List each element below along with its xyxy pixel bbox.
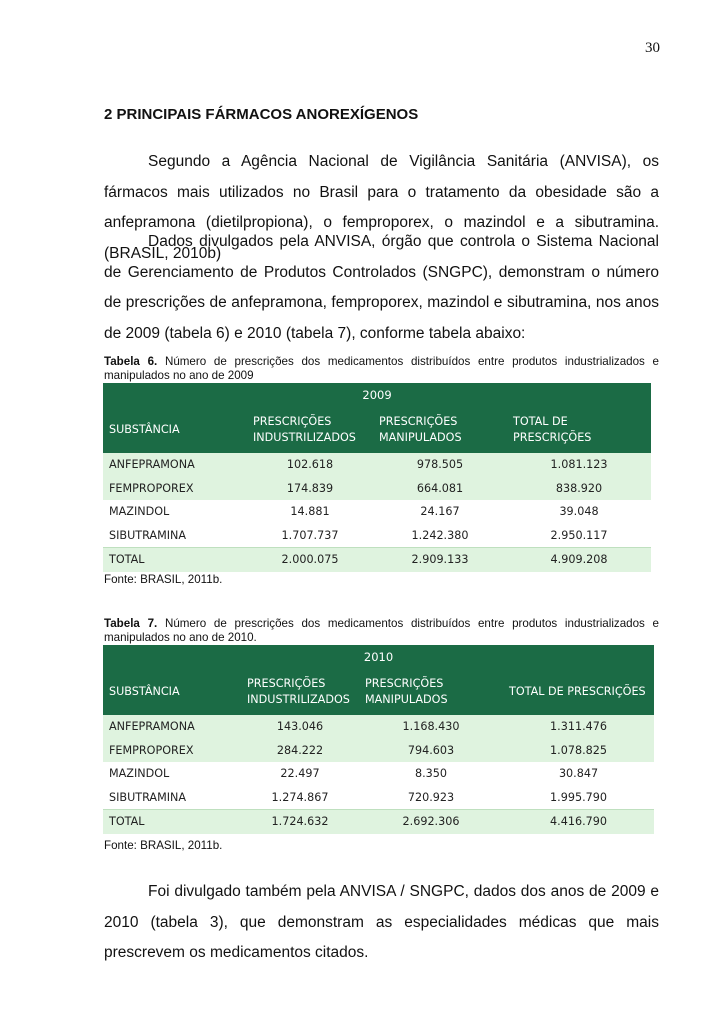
cell: 14.881 [247,500,373,524]
cell: 1.078.825 [503,739,654,763]
cell: 1.274.867 [241,786,359,810]
cell: ANFEPRAMONA [103,453,247,477]
table-6-source: Fonte: BRASIL, 2011b. [104,573,223,586]
column-header: PRESCRIÇÕES INDUSTRILIZADOS [247,407,373,453]
table-total-row [103,548,651,572]
cell: 664.081 [373,477,507,501]
paragraph-3-text: Foi divulgado também pela ANVISA / SNGPC, dados dos anos de 2009 e 2010 (tabela 3), que demonstram as especialidades médicas que mais prescrevem os medicamentos citados. [104,883,659,961]
table-row [103,762,654,786]
cell: 284.222 [241,739,359,763]
cell: 794.603 [359,739,503,763]
paragraph-1-text: Segundo a Agência Nacional de Vigilância Sanitária (ANVISA), os fármacos mais utilizados no Brasil para o tratamento da obesidade são a anfepramona (dietilpropiona), o femproporex, o mazindol e a sibutramina. (BRASIL, 2010b) [104,153,659,262]
cell: 24.167 [373,500,507,524]
cell: 30.847 [503,762,654,786]
table-row [103,786,654,810]
cell: 1.081.123 [507,453,651,477]
cell: 102.618 [247,453,373,477]
table-row [103,524,651,548]
cell: SIBUTRAMINA [103,786,241,810]
table-row [103,739,654,763]
cell: 2.692.306 [359,810,503,834]
cell: TOTAL [103,810,241,834]
cell: 39.048 [507,500,651,524]
cell: 838.920 [507,477,651,501]
table-7-label: Tabela 7. [104,617,158,630]
cell: 1.724.632 [241,810,359,834]
cell: FEMPROPOREX [103,739,241,763]
table-6-caption [104,355,659,382]
paragraph-2-text: Dados divulgados pela ANVISA, órgão que controla o Sistema Nacional de Gerenciamento de Produtos Controlados (SNGPC), demonstram o número de prescrições de anfepramona, femproporex, mazindol e sibutramina, nos anos de 2009 (tabela 6) e 2010 (tabela 7), conforme tabela abaixo: [104,233,659,342]
column-header: PRESCRIÇÕES INDUSTRILIZADOS [241,669,359,715]
cell: TOTAL [103,548,247,572]
cell: 720.923 [359,786,503,810]
section-heading: 2 PRINCIPAIS FÁRMACOS ANOREXÍGENOS [104,106,419,123]
column-header: PRESCRIÇÕES MANIPULADOS [373,407,507,453]
cell: 2.950.117 [507,524,651,548]
column-header: SUBSTÂNCIA [103,407,247,453]
table-6 [103,383,651,572]
cell: ANFEPRAMONA [103,715,241,739]
cell: FEMPROPOREX [103,477,247,501]
cell: 2.000.075 [247,548,373,572]
cell: 1.995.790 [503,786,654,810]
table-7 [103,645,654,834]
paragraph-2 [104,227,659,349]
table-7-caption [104,617,659,644]
table-year: 2009 [103,383,651,407]
cell: 2.909.133 [373,548,507,572]
table-6-label: Tabela 6. [104,355,158,368]
table-year: 2010 [103,645,654,669]
table-6-caption-text: Número de prescrições dos medicamentos distribuídos entre produtos industrializados e manipulados no ano de 2009 [104,355,659,382]
cell: MAZINDOL [103,500,247,524]
page-number: 30 [645,40,660,56]
column-header: SUBSTÂNCIA [103,669,241,715]
column-header: TOTAL DE PRESCRIÇÕES [503,669,654,715]
table-row [103,715,654,739]
cell: 978.505 [373,453,507,477]
column-header: PRESCRIÇÕES MANIPULADOS [359,669,503,715]
cell: 143.046 [241,715,359,739]
table-total-row [103,810,654,834]
paragraph-3 [104,877,659,969]
table-row [103,477,651,501]
cell: 1.242.380 [373,524,507,548]
cell: 1.311.476 [503,715,654,739]
cell: 1.168.430 [359,715,503,739]
cell: MAZINDOL [103,762,241,786]
cell: SIBUTRAMINA [103,524,247,548]
cell: 8.350 [359,762,503,786]
table-7-source: Fonte: BRASIL, 2011b. [104,839,223,852]
cell: 1.707.737 [247,524,373,548]
cell: 4.416.790 [503,810,654,834]
column-header: TOTAL DE PRESCRIÇÕES [507,407,651,453]
cell: 22.497 [241,762,359,786]
cell: 174.839 [247,477,373,501]
table-row [103,453,651,477]
table-row [103,500,651,524]
table-7-caption-text: Número de prescrições dos medicamentos distribuídos entre produtos industrializados e manipulados no ano de 2010. [104,617,659,644]
cell: 4.909.208 [507,548,651,572]
